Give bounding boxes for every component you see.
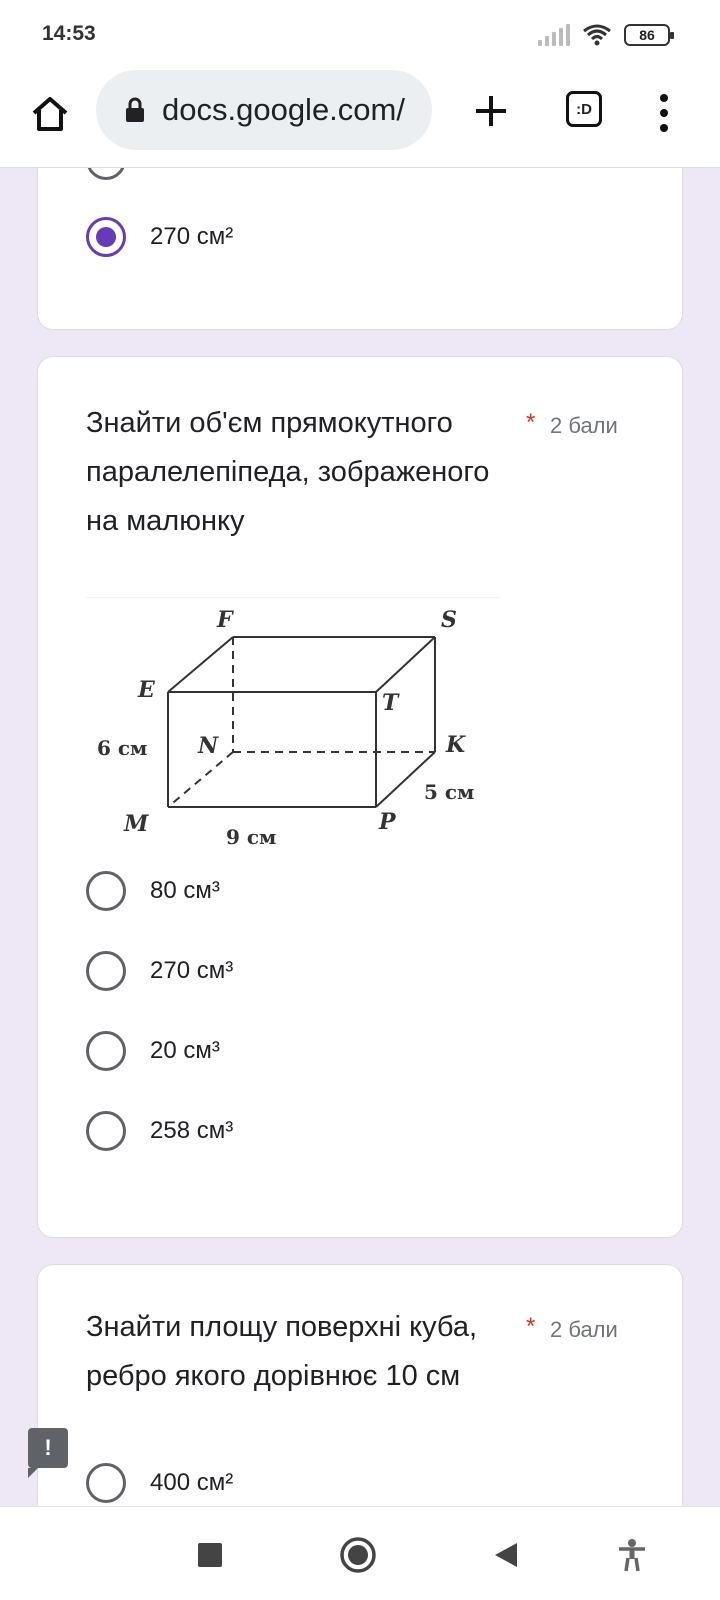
option-1[interactable] [86, 869, 220, 913]
option-selected[interactable] [86, 215, 233, 259]
url-text: docs.google.com/ [162, 92, 405, 127]
edge-label-depth: 5 см [424, 780, 475, 804]
vertex-label-e: E [138, 677, 155, 703]
radio-button[interactable] [86, 1031, 126, 1071]
vertex-label-m: M [124, 811, 149, 837]
question-card-volume [37, 356, 683, 1238]
system-nav-bar [0, 1506, 720, 1600]
question-title: Знайти площу поверхні куба, ребро якого дорівнює 10 см [86, 1311, 478, 1392]
accessibility-button[interactable] [610, 1533, 654, 1577]
status-time: 14:53 [42, 22, 96, 45]
option-label: 400 см² [150, 1469, 234, 1496]
option-label: 20 см³ [150, 1037, 220, 1064]
recent-apps-button[interactable] [188, 1533, 232, 1577]
new-tab-button[interactable] [466, 86, 516, 136]
lock-icon [124, 97, 146, 123]
back-button[interactable] [484, 1533, 528, 1577]
tab-switcher-button[interactable]: :D [566, 91, 602, 127]
more-vert-icon[interactable] [648, 86, 680, 140]
vertex-label-t: T [382, 690, 399, 716]
vertex-label-k: K [446, 732, 466, 758]
radio-button[interactable] [86, 951, 126, 991]
plus-icon [474, 94, 508, 128]
circle-icon [339, 1536, 377, 1574]
home-icon [30, 95, 70, 133]
status-icons [538, 22, 670, 48]
option-3[interactable] [86, 1029, 220, 1073]
question-points: 2 бали [550, 413, 618, 438]
question-title: Знайти об'єм прямокутного паралелепіпеда, зображеного на малюнку [86, 407, 490, 537]
option-2[interactable] [86, 949, 233, 993]
signal-icon [538, 24, 570, 46]
option-label: 270 см³ [150, 957, 234, 984]
accessibility-icon [617, 1538, 647, 1572]
browser-toolbar [0, 68, 720, 168]
vertex-label-p: P [379, 809, 396, 835]
radio-button-checked[interactable] [86, 217, 126, 257]
required-mark: * [526, 409, 536, 436]
required-mark: * [526, 1313, 536, 1340]
home-button[interactable] [22, 86, 78, 142]
option-label: 270 см² [150, 223, 234, 250]
edge-label-length: 9 см [226, 825, 277, 849]
option-label: 258 см³ [150, 1117, 234, 1144]
back-triangle-icon [493, 1541, 519, 1569]
radio-button[interactable] [86, 1111, 126, 1151]
battery-icon: 86 [624, 24, 670, 46]
option-1[interactable] [86, 1461, 233, 1505]
question-points: 2 бали [550, 1317, 618, 1342]
parallelepiped-figure [86, 597, 500, 862]
radio-button[interactable] [86, 1463, 126, 1503]
wifi-icon [582, 23, 612, 47]
vertex-label-f: F [217, 607, 233, 633]
option-label: 80 см³ [150, 877, 220, 904]
home-nav-button[interactable] [336, 1533, 380, 1577]
square-icon [197, 1542, 223, 1568]
vertex-label-n: N [198, 733, 219, 759]
edge-label-height: 6 см [97, 736, 148, 760]
feedback-icon[interactable]: ! [28, 1428, 68, 1468]
vertex-label-s: S [441, 607, 457, 633]
option-4[interactable] [86, 1109, 233, 1153]
address-bar[interactable] [96, 70, 432, 150]
status-bar [0, 0, 720, 68]
radio-button[interactable] [86, 871, 126, 911]
